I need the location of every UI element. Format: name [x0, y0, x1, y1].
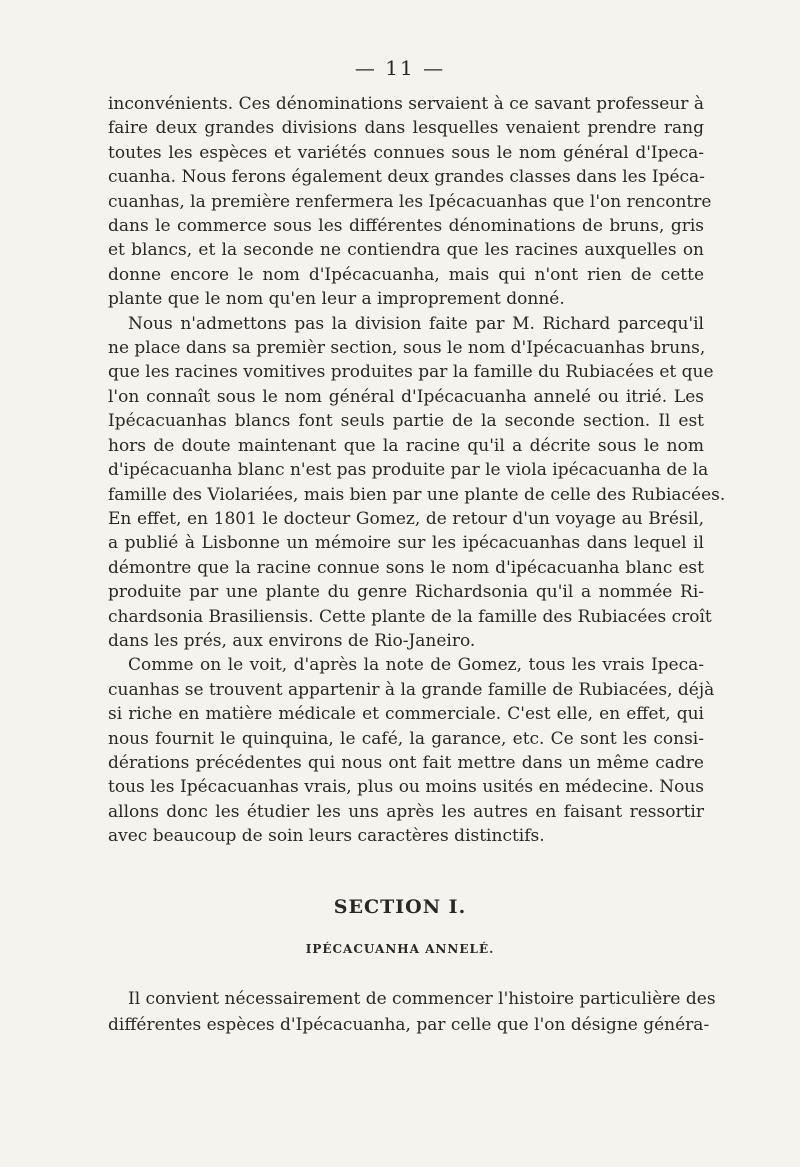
text-line: Ipécacuanhas blancs font seuls partie de la seconde section. Il est: [108, 411, 704, 432]
text-line: avec beaucoup de soin leurs caractères distinctifs.: [108, 826, 545, 847]
text-line: chardsonia Brasiliensis. Cette plante de la famille des Rubiacées croît: [108, 606, 712, 627]
text-line: donne encore le nom d'Ipécacuanha, mais qui n'ont rien de cette: [108, 264, 704, 285]
text-line: que les racines vomitives produites par la famille du Rubiacées et que: [108, 362, 714, 383]
text-line: d'ipécacuanha blanc n'est pas produite par le viola ipécacuanha de la: [108, 460, 709, 481]
text-line: En effet, en 1801 le docteur Gomez, de retour d'un voyage au Brésil,: [108, 508, 704, 529]
text-line: dérations précédentes qui nous ont fait mettre dans un même cadre: [108, 752, 704, 773]
text-line: famille des Violariées, mais bien par une plante de celle des Rubiacées.: [108, 484, 726, 505]
text-line: toutes les espèces et variétés connues sous le nom général d'Ipeca-: [108, 142, 704, 163]
text-line: Comme on le voit, d'après la note de Gomez, tous les vrais Ipeca-: [128, 655, 704, 676]
text-line: ne place dans sa premièr section, sous le nom d'Ipécacuanhas bruns,: [108, 338, 706, 359]
section-subheading: IPÉCACUANHA ANNELÉ.: [305, 942, 495, 956]
text-line: cuanha. Nous ferons également deux grandes classes dans les Ipéca-: [108, 167, 705, 188]
text-line: différentes espèces d'Ipécacuanha, par celle que l'on désigne généra-: [108, 1015, 710, 1035]
text-line: inconvénients. Ces dénominations servaient à ce savant professeur à: [108, 94, 704, 114]
text-line: si riche en matière médicale et commerciale. C'est elle, en effet, qui: [108, 704, 704, 725]
text-line: nous fournit le quinquina, le café, la garance, etc. Ce sont les consi-: [108, 728, 704, 749]
text-line: dans les prés, aux environs de Rio-Janeiro.: [108, 630, 476, 651]
section-body-text: [108, 986, 716, 1038]
page-number: — 11 —: [354, 56, 446, 80]
text-line: hors de doute maintenant que la racine qu'il a décrite sous le nom: [108, 435, 704, 456]
text-line: Il convient nécessairement de commencer l'histoire particulière des: [128, 989, 716, 1009]
text-line: l'on connaît sous le nom général d'Ipécacuanha annelé ou itrié. Les: [108, 386, 704, 407]
text-line: et blancs, et la seconde ne contiendra que les racines auxquelles on: [108, 240, 704, 261]
text-line: dans le commerce sous les différentes dénominations de bruns, gris: [108, 216, 704, 237]
text-line: a publié à Lisbonne un mémoire sur les ipécacuanhas dans lequel il: [108, 533, 704, 554]
text-line: tous les Ipécacuanhas vrais, plus ou moins usités en médecine. Nous: [108, 777, 704, 798]
text-line: cuanhas se trouvent appartenir à la grande famille de Rubiacées, déjà: [108, 679, 715, 700]
text-line: cuanhas, la première renfermera les Ipécacuanhas que l'on rencontre: [108, 191, 712, 212]
text-line: démontre que la racine connue sons le nom d'ipécacuanha blanc est: [108, 557, 704, 578]
section-heading: SECTION I.: [333, 896, 467, 918]
body-text: [108, 92, 726, 849]
text-line: Nous n'admettons pas la division faite par M. Richard parcequ'il: [128, 313, 704, 334]
text-line: produite par une plante du genre Richardsonia qu'il a nommée Ri-: [108, 582, 704, 603]
text-line: plante que le nom qu'en leur a improprement donné.: [108, 289, 565, 310]
text-line: allons donc les étudier les uns après les autres en faisant ressortir: [108, 801, 704, 822]
text-line: faire deux grandes divisions dans lesquelles venaient prendre rang: [108, 118, 704, 139]
